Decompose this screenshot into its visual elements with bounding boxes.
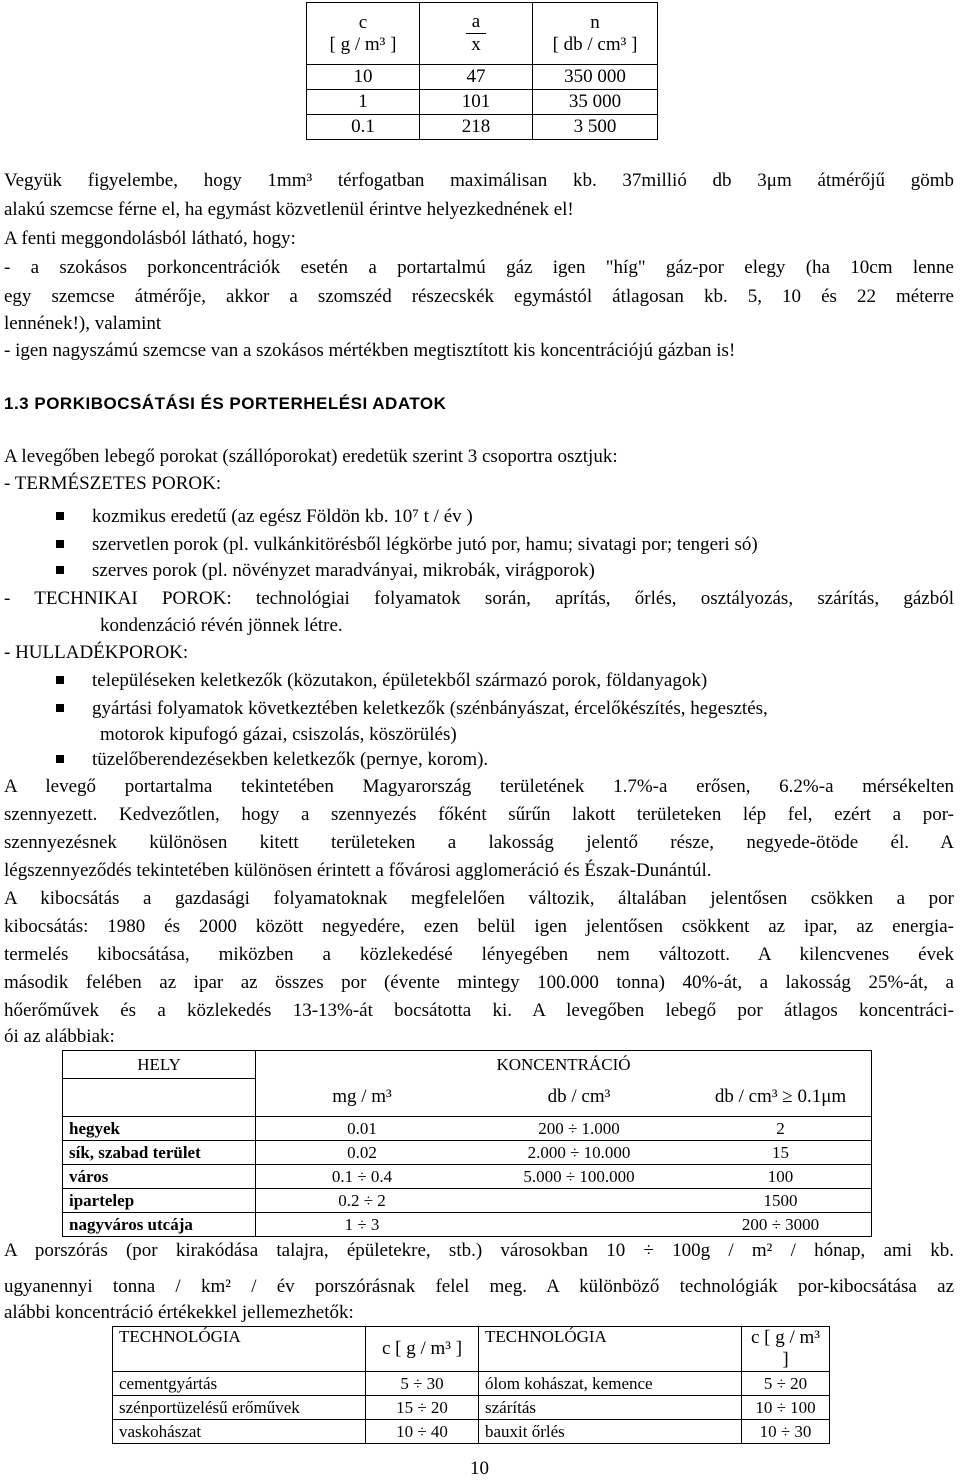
cell: 350 000 — [533, 65, 658, 90]
natural-dust-title: - TERMÉSZETES POROK: — [4, 473, 222, 494]
cell-place: ipartelep — [63, 1189, 256, 1213]
cell — [468, 1189, 690, 1213]
square-bullet-icon — [56, 512, 64, 520]
header-top: c — [358, 11, 368, 33]
intro-line-3: A fenti meggondolásból látható, hogy: — [4, 228, 296, 249]
header-top: a — [466, 11, 486, 34]
paragraph-line: kibocsátás: 1980 és 2000 között negyedére, ezen belül igen jelentősen csökkent az ipar, az energia- — [4, 916, 954, 937]
cell: 0.1 ÷ 0.4 — [256, 1165, 469, 1189]
table-row — [307, 90, 658, 115]
square-bullet-icon — [56, 676, 64, 684]
table-row — [113, 1396, 830, 1420]
particle-count-table — [306, 2, 658, 140]
list-item — [56, 696, 954, 722]
square-bullet-icon — [56, 755, 64, 763]
cell: 15 — [690, 1141, 872, 1165]
table-row — [307, 115, 658, 140]
paragraph-line: második felében az ipar az összes por (évente mintegy 100.000 tonna) 40%-át, a lakosság 25%-át, a — [4, 972, 954, 993]
cell: 0.2 ÷ 2 — [256, 1189, 469, 1213]
cell: 15 ÷ 20 — [366, 1396, 479, 1420]
paragraph-line: termelés kibocsátása, miközben a közlekedésé lényegében nem változott. A kilencvenes évek — [4, 944, 954, 965]
cell: szénportüzelésű erőművek — [113, 1396, 366, 1420]
paragraph-line: A porszórás (por kirakódása talajra, épületekre, stb.) városokban 10 ÷ 100g / m² / hónap, ami kb. — [4, 1240, 954, 1261]
header-top: n — [590, 11, 600, 33]
list-item-continuation: motorok kipufogó gázai, csiszolás, köszörülés) — [100, 724, 457, 745]
cell — [468, 1213, 690, 1237]
unit-count: db / cm³ — [468, 1079, 690, 1117]
cell: 0.01 — [256, 1117, 469, 1141]
cell-place: hegyek — [63, 1117, 256, 1141]
paragraph-line: ói az alábbiak: — [4, 1026, 115, 1047]
header-unit: [ db / cm³ ] — [552, 33, 638, 55]
square-bullet-icon — [56, 540, 64, 548]
table-row — [63, 1141, 872, 1165]
cell: 47 — [420, 65, 533, 90]
section-intro: A levegőben lebegő porokat (szállóporokat) eredetük szerint 3 csoportra osztjuk: — [4, 446, 618, 467]
cell: 1 ÷ 3 — [256, 1213, 469, 1237]
cell: 0.02 — [256, 1141, 469, 1165]
concentration-table — [62, 1050, 872, 1237]
header-technology: TECHNOLÓGIA — [113, 1327, 366, 1372]
square-bullet-icon — [56, 566, 64, 574]
paragraph-line: alábbi koncentráció értékekkel jellemezhetők: — [4, 1302, 354, 1323]
list-item-text: településeken keletkezők (közutakon, épületekből származó porok, földanyagok) — [92, 670, 708, 691]
technology-table — [112, 1326, 830, 1444]
paragraph-line: szennyezett. Kedvezőtlen, hogy a szennyezés főként sűrűn lakott területeken lép fel, ezért a por- — [4, 804, 954, 825]
unit-mass: mg / m³ — [256, 1079, 469, 1117]
table-row — [63, 1117, 872, 1141]
technical-dust-line-1: - TECHNIKAI POROK: technológiai folyamatok során, aprítás, őrlés, osztályozás, szárítás, gázból — [4, 588, 954, 609]
cell: 5 ÷ 20 — [742, 1372, 830, 1396]
cell-place: nagyváros utcája — [63, 1213, 256, 1237]
cell: 10 — [307, 65, 420, 90]
waste-dust-title: - HULLADÉKPOROK: — [4, 642, 189, 663]
page-number: 10 — [470, 1458, 489, 1479]
cell: ólom kohászat, kemence — [479, 1372, 742, 1396]
cell: 5.000 ÷ 100.000 — [468, 1165, 690, 1189]
paragraph-line: A levegő portartalma tekintetében Magyarország területének 1.7%-a erősen, 6.2%-a mérsékelten — [4, 776, 954, 797]
list-item — [56, 668, 707, 694]
cell: 10 ÷ 40 — [366, 1420, 479, 1444]
intro-line-2: alakú szemcse férne el, ha egymást közvetlenül érintve helyezkednének el! — [4, 199, 574, 220]
section-heading: 1.3 PORKIBOCSÁTÁSI ÉS PORTERHELÉSI ADATOK — [4, 394, 447, 413]
header-unit: x — [471, 34, 481, 55]
header-technology: TECHNOLÓGIA — [479, 1327, 742, 1372]
header-distance-ratio — [420, 3, 533, 65]
unit-count-large: db / cm³ ≥ 0.1μm — [690, 1079, 872, 1117]
table-row — [63, 1213, 872, 1237]
intro-dash-2: - igen nagyszámú szemcse van a szokásos mértékben megtisztított kis koncentrációjú gázban is! — [4, 340, 736, 361]
header-concentration: KONCENTRÁCIÓ — [256, 1051, 872, 1079]
table-row — [307, 65, 658, 90]
cell: 35 000 — [533, 90, 658, 115]
square-bullet-icon — [56, 704, 64, 712]
list-item — [56, 747, 488, 773]
cell: 3 500 — [533, 115, 658, 140]
intro-line-1: Vegyük figyelembe, hogy 1mm³ térfogatban maximálisan kb. 37millió db 3μm átmérőjű gömb — [4, 170, 954, 191]
cell: vaskohászat — [113, 1420, 366, 1444]
list-item — [56, 532, 758, 558]
cell: bauxit őrlés — [479, 1420, 742, 1444]
table-row — [113, 1420, 830, 1444]
cell: 218 — [420, 115, 533, 140]
cell: 101 — [420, 90, 533, 115]
list-item-text: kozmikus eredetű (az egész Földön kb. 10⁷ t / év ) — [92, 506, 473, 527]
table-row — [63, 1189, 872, 1213]
cell: 200 ÷ 1.000 — [468, 1117, 690, 1141]
header-count — [533, 3, 658, 65]
cell: 200 ÷ 3000 — [690, 1213, 872, 1237]
list-item — [56, 558, 595, 584]
intro-dash-1c: lennének!), valamint — [4, 313, 162, 334]
intro-dash-1b: egy szemcse átmérője, akkor a szomszéd részecskék egymástól átlagosan kb. 5, 10 és 22 méterre — [4, 286, 954, 307]
cell: szárítás — [479, 1396, 742, 1420]
paragraph-line: hőerőművek és a közlekedés 13-13%-át bocsátotta ki. A levegőben lebegő por átlagos koncentráci- — [4, 1000, 954, 1021]
cell: 5 ÷ 30 — [366, 1372, 479, 1396]
cell: 10 ÷ 100 — [742, 1396, 830, 1420]
cell: 10 ÷ 30 — [742, 1420, 830, 1444]
paragraph-line: ugyanennyi tonna / km² / év porszórásnak felel meg. A különböző technológiák por-kibocsátása az — [4, 1276, 954, 1297]
header-concentration — [307, 3, 420, 65]
technical-dust-line-2: kondenzáció révén jönnek létre. — [100, 615, 343, 636]
paragraph-line: szennyezésnek különösen kitett területeken a lakosság jelentő része, negyede-ötöde él. A — [4, 832, 954, 853]
cell: 2 — [690, 1117, 872, 1141]
header-place: HELY — [63, 1051, 256, 1079]
header-concentration: c [ g / m³ ] — [742, 1327, 830, 1372]
table-row — [113, 1372, 830, 1396]
cell: cementgyártás — [113, 1372, 366, 1396]
list-item-text: tüzelőberendezésekben keletkezők (pernye, korom). — [92, 749, 489, 770]
header-unit: [ g / m³ ] — [329, 33, 397, 55]
list-item-text: gyártási folyamatok következtében keletkezők (szénbányászat, ércelőkészítés, hegesztés, — [92, 698, 768, 719]
list-item-text: szervetlen porok (pl. vulkánkitörésből légkörbe jutó por, hamu; sivatagi por; tengeri só) — [92, 534, 758, 555]
paragraph-line: légszennyeződés tekintetében különösen érintett a fővárosi agglomeráció és Észak-Dunántúl. — [4, 860, 712, 881]
cell-place: város — [63, 1165, 256, 1189]
paragraph-line: A kibocsátás a gazdasági folyamatoknak megfelelően változik, általában jelentősen csökken a por — [4, 888, 954, 909]
header-concentration: c [ g / m³ ] — [366, 1327, 479, 1372]
cell-place: sík, szabad terület — [63, 1141, 256, 1165]
cell: 0.1 — [307, 115, 420, 140]
list-item-text: szerves porok (pl. növényzet maradványai, mikrobák, virágporok) — [92, 560, 595, 581]
cell: 1500 — [690, 1189, 872, 1213]
cell: 1 — [307, 90, 420, 115]
cell: 100 — [690, 1165, 872, 1189]
intro-dash-1a: - a szokásos porkoncentrációk esetén a portartalmú gáz igen "híg" gáz-por elegy (ha 10cm lenne — [4, 257, 954, 278]
list-item — [56, 504, 473, 530]
table-row — [63, 1165, 872, 1189]
cell: 2.000 ÷ 10.000 — [468, 1141, 690, 1165]
